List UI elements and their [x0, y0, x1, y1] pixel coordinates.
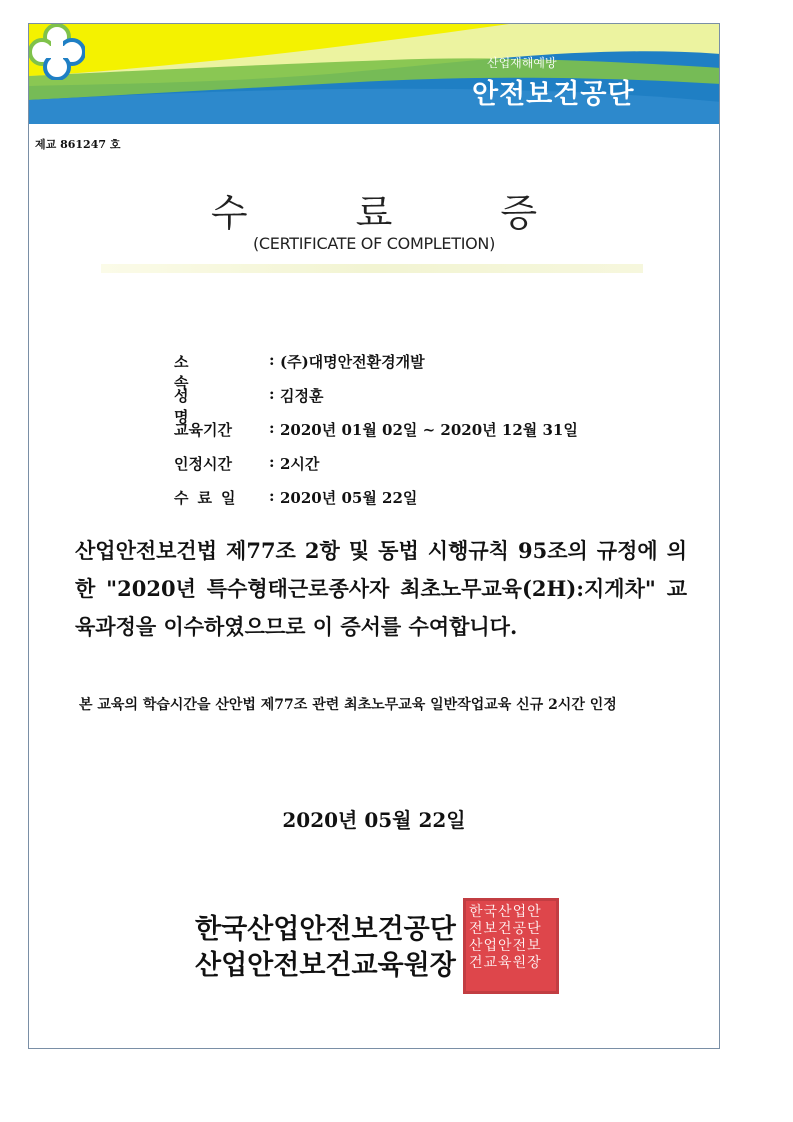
field-label: 성 명 — [174, 387, 209, 426]
field-value: 2020년 05월 22일 — [280, 489, 418, 507]
field-value: 2시간 — [280, 455, 320, 473]
seal-lettering: 한국산업안전보건공단산업안전보건교육원장 — [469, 904, 542, 971]
certificate-title: 수 료 증 — [210, 191, 586, 235]
org-name: 안전보건공단 — [472, 79, 635, 110]
title-divider — [101, 264, 643, 273]
field-value: 김정훈 — [280, 387, 324, 405]
header-banner — [29, 24, 719, 124]
certificate-number: 제교 861247 호 — [35, 138, 121, 151]
field-label: 소 속 — [174, 353, 209, 392]
field-label: 교육기간 — [174, 421, 232, 439]
recognition-note: 본 교육의 학습시간을 산안법 제77조 관련 최초노무교육 일반작업교육 신규 2시간 인정 — [79, 697, 617, 713]
field-value: (주)대명안전환경개발 — [280, 353, 425, 371]
certificate-statement: 산업안전보건법 제77조 2항 및 동법 시행규칙 95조의 규정에 의한 "2020년 특수형태근로종사자 최초노무교육(2H):지게차" 교육과정을 이수하였으므로 이 증서를 수여합니다. — [75, 538, 687, 639]
field-value: 2020년 01월 02일 ~ 2020년 12월 31일 — [280, 421, 578, 439]
org-subtitle: 산업재해예방 — [487, 56, 557, 70]
issuer-block — [195, 912, 456, 984]
clover-cross-logo-icon — [29, 24, 85, 80]
official-seal-stamp — [463, 898, 559, 994]
certificate-page: 산업재해예방 안전보건공단 제교 861247 호 수 료 증 (CERTIFICATE OF COMPLETION) 소 속 : (주)대명안전환경개발 성 명 : 김정훈 교육기간 : 2020년 01월 02일 ~ 2020년 12월 31일 인정시간 : 2시간 수료일 : 2020년 05월 22일 산업안전보건법 제77조 2항 및 동법 시행규칙 95조의 규정에 의한 "2020년 특수형태근로종사자 최초노무교육(2H):지게차" 교육과정을 이수하였으므로 이 증서를 수여합니다. 본 교육의 학습시간을 산안법 제77조 관련 최초노무교육 일반작업교육 신규 2시간 인정 2020년 05월 22일 한국산업안전보건공단 산업안전보건교육원장 한국산업안전보건공단산업안전보건교육원장 — [28, 23, 720, 1049]
issue-date: 2020년 05월 22일 — [282, 808, 466, 832]
issuer-line-1: 한국산업안전보건공단 — [195, 914, 456, 945]
field-label: 인정시간 — [174, 455, 232, 473]
certificate-subtitle: (CERTIFICATE OF COMPLETION) — [252, 234, 496, 253]
field-label: 수료일 — [174, 489, 245, 507]
issuer-line-2: 산업안전보건교육원장 — [195, 950, 456, 981]
